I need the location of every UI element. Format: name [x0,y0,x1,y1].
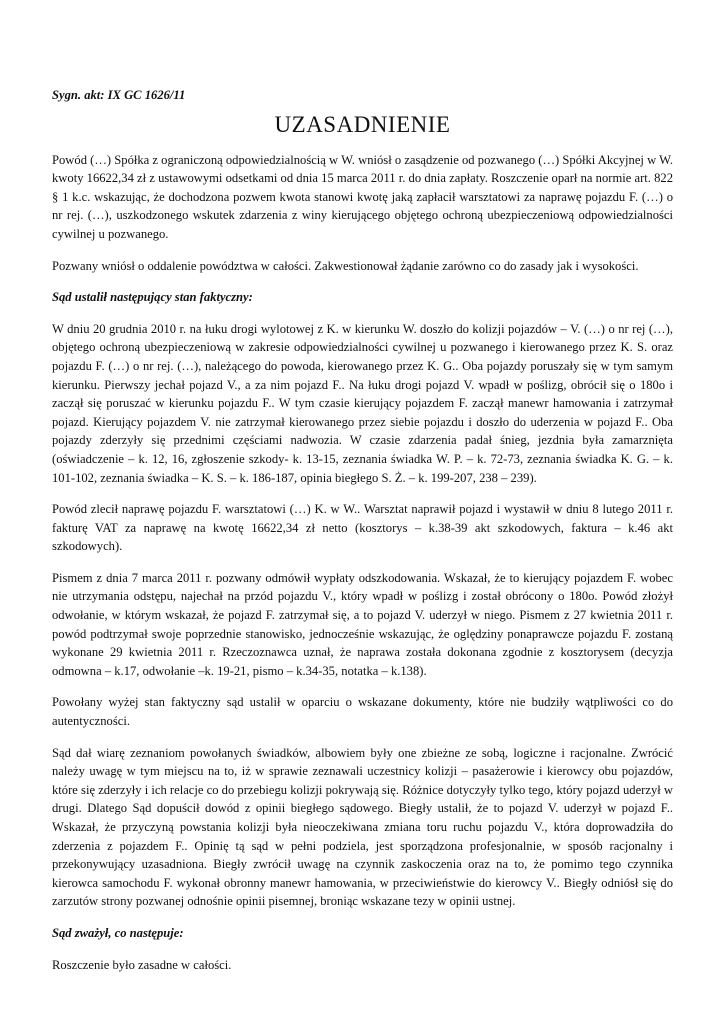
paragraph-documents-basis: Powołany wyżej stan faktyczny sąd ustalił w oparciu o wskazane dokumenty, które nie budziły wątpliwości co do autentyczności. [52,695,673,729]
paragraph-conclusion: Roszczenie było zasadne w całości. [52,957,232,972]
paragraph-collision-facts: W dniu 20 grudnia 2010 r. na łuku drogi wylotowej z K. w kierunku W. doszło do kolizji pojazdów – V. (…) o nr rej (…), objętego ochroną ubezpieczeniową w zakresie odpowiedzialności cywilnej u pozwanego i kierowanego przez K. S. oraz pojazdu F. (…) o nr rej. (…), należącego do powoda, kierowanego przez K. G.. Oba pojazdy poruszały się w tym samym kierunku. Pierwszy jechał pojazd V., a za nim pojazd F.. Na łuku drogi pojazd V. wpadł w poślizg, obrócił się o 180o i zaczął się poruszać w kierunku pojazdu F.. W tym czasie kierujący pojazdem F. zaczął manewr hamowania i zatrzymał pojazd. Kierujący pojazdem V. nie zatrzymał kierowanego przez siebie pojazdu i doszło do uderzenia w pojazd F.. Oba pojazdy zderzyły się przednimi częściami nadwozia. W czasie zdarzenia padał śnieg, jezdnia była zamarznięta (oświadczenie – k. 12, 16, zgłoszenie szkody- k. 13-15, zeznania świadka W. P. – k. 72-73, zeznania świadka K. G. – k. 101-102, zeznania świadka – K. S. – k. 186-187, opinia biegłego S. Ż. – k. 199-207, 238 – 239). [52,321,673,485]
paragraph-claim: Powód (…) Spółka z ograniczoną odpowiedzialnością w W. wniósł o zasądzenie od pozwanego (…) Spółki Akcyjnej w W. kwoty 16622,34 zł z ustawowymi odsetkami od dnia 15 marca 2011 r. do dnia zapłaty. Roszczenie oparł na normie art. 822 § 1 k.c. wskazując, że dochodzona pozwem kwota stanowi kwotę jaką zapłacił warsztatowi za naprawę pojazdu F. (…) o nr rej. (…), uszkodzonego wskutek zdarzenia z winy kierującego objętego ochroną ubezpieczeniową odpowiedzialności cywilnej u pozwanego. [52,152,673,241]
paragraph-defendant-response: Pozwany wniósł o oddalenie powództwa w całości. Zakwestionował żądanie zarówno co do zasady jak i wysokości. [52,258,639,273]
paragraph-refusal: Pismem z dnia 7 marca 2011 r. pozwany odmówił wypłaty odszkodowania. Wskazał, że to kierujący pojazdem F. wobec nie utrzymania odstępu, najechał na przód pojazdu V., który wpadł w poślizg i został obrócony o 180o. Powód złożył odwołanie, w którym wskazał, że pojazd F. zatrzymał się, a to pojazd V. uderzył w niego. Pismem z 27 kwietnia 2011 r. powód podtrzymał swoje poprzednie stanowisko, jednocześnie wskazując, że oględziny ponaprawcze pojazdu F. zostaną wykonane 29 kwietnia 2011 r. Rzeczoznawca uznał, że naprawa została dokonana zgodnie z kosztorysem (decyzja odmowna – k.17, odwołanie –k. 19-21, pismo – k.34-35, notatka – k.138). [52,570,673,678]
paragraph-witnesses-expert: Sąd dał wiarę zeznaniom powołanych świadków, albowiem były one zbieżne ze sobą, logiczne i racjonalne. Zwrócić należy uwagę w tym miejscu na to, iż w sprawie zeznawali uczestnicy kolizji – pasażerowie i kierowcy obu pojazdów, które się zderzyły i ich relacje co do przebiegu kolizji pokrywają się. Różnice dotyczyły tylko tego, który pojazd uderzył w drugi. Dlatego Sąd dopuścił dowód z opinii biegłego sądowego. Biegły ustalił, że to pojazd V. uderzył w pojazd F.. Wskazał, że przyczyną powstania kolizji była nieoczekiwana zmiana toru ruchu pojazdu V., która doprowadziła do zderzenia z pojazdem F.. Opinię tą sąd w pełni podziela, jest sporządzona profesjonalnie, w sposób racjonalny i przekonywujący uzasadniona. Biegły zwrócił uwagę na czynnik zaskoczenia oraz na to, że pomimo tego czynnika kierowca samochodu F. wykonał obronny manewr hamowania, w przeciwieństwie do kierowcy V.. Biegły odniósł się do zarzutów strony pozwanej odnośnie opinii pisemnej, broniąc wskazane tezy w opinii ustnej. [52,745,673,909]
heading-facts: Sąd ustalił następujący stan faktyczny: [52,290,253,305]
document-title: UZASADNIENIE [274,111,451,137]
case-signature: Sygn. akt: IX GC 1626/11 [52,88,186,102]
document-page [52,86,673,987]
heading-considered: Sąd zważył, co następuje: [52,925,184,940]
paragraph-repair: Powód zlecił naprawę pojazdu F. warsztatowi (…) K. w W.. Warsztat naprawił pojazd i wystawił w dniu 8 lutego 2011 r. fakturę VAT za naprawę na kwotę 16622,34 zł netto (kosztorys – k.38-39 akt szkodowych, faktura – k.46 akt szkodowych). [52,502,673,554]
